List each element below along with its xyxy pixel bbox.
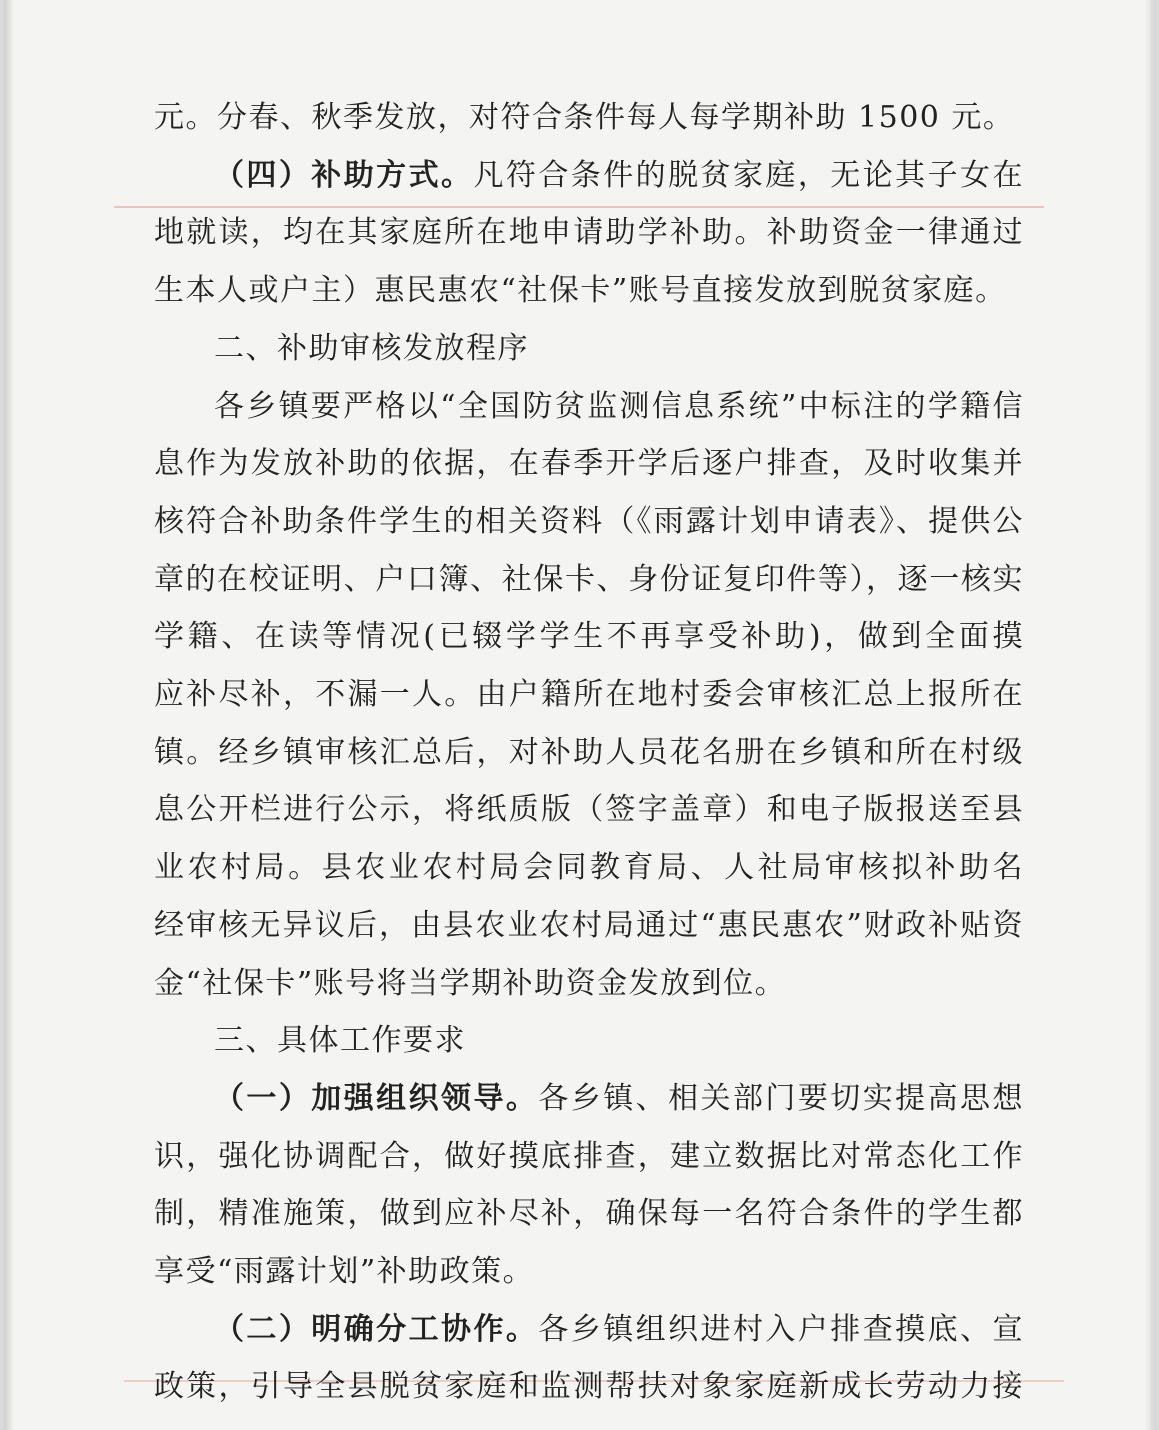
text-line (154, 838, 1024, 898)
text-line (154, 954, 1024, 1014)
page-edge-shadow-right (1145, 0, 1155, 1430)
line-text: 核符合补助条件学生的相关资料（《雨露计划申请表》、提供公 (154, 503, 1024, 539)
line-text: 享受“雨露计划”补助政策。 (154, 1254, 535, 1289)
line-text: 金“社保卡”账号将当学期补助资金发放到位。 (154, 965, 787, 1001)
subsection-title: （四）补助方式。 (214, 157, 474, 193)
line-text: 经审核无异议后，由县农业农村局通过“惠民惠农”财政补贴资 (154, 907, 1024, 943)
text-line (154, 665, 1024, 725)
line-text: 二、补助审核发放程序 (214, 330, 529, 366)
line-text: 各乡镇组织进村入户排查摸底、宣 (538, 1311, 1024, 1347)
text-line (214, 377, 1024, 437)
line-text: 识，强化协调配合，做好摸底排查，建立数据比对常态化工作 (154, 1138, 1024, 1174)
text-line (154, 1242, 1024, 1302)
line-text: 章的在校证明、户口簿、社保卡、身份证复印件等），逐一核实 (154, 561, 1024, 597)
line-text: 地就读，均在其家庭所在地申请助学补助。补助资金一律通过 (154, 215, 1024, 251)
section-heading (214, 1011, 1024, 1071)
text-line (154, 723, 1024, 783)
line-text: 元。分春、秋季发放，对符合条件每人每学期补助 1500 元。 (154, 100, 1015, 135)
text-line (154, 896, 1024, 956)
section-heading (214, 319, 1024, 379)
text-line (214, 1069, 1024, 1129)
document-page (4, 0, 1155, 1430)
text-line (214, 146, 1024, 206)
line-text: 各乡镇、相关部门要切实提高思想 (538, 1080, 1024, 1116)
line-text: 政策，引导全县脱贫家庭和监测帮扶对象家庭新成长劳动力接 (154, 1369, 1024, 1405)
subsection-title: （一）加强组织领导。 (214, 1080, 539, 1116)
text-line (154, 550, 1024, 610)
text-line (154, 1357, 1024, 1417)
line-text: 息作为发放补助的依据，在春季开学后逐户排查，及时收集并 (154, 446, 1024, 482)
text-line (154, 1127, 1024, 1187)
subsection-title: （二）明确分工协作。 (214, 1311, 539, 1347)
page-edge-shadow-left (4, 0, 14, 1430)
line-text: 制，精准施策，做到应补尽补，确保每一名符合条件的学生都 (154, 1196, 1024, 1232)
line-text: 学籍、在读等情况(已辍学学生不再享受补助)，做到全面摸 (154, 619, 1024, 655)
line-text: 镇。经乡镇审核汇总后，对补助人员花名册在乡镇和所在村级 (154, 734, 1024, 770)
text-line (154, 203, 1024, 263)
text-line (214, 1300, 1024, 1360)
line-text: 生本人或户主）惠民惠农“社保卡”账号直接发放到脱贫家庭。 (154, 273, 1007, 309)
line-text: 应补尽补，不漏一人。由户籍所在地村委会审核汇总上报所在 (154, 677, 1024, 712)
text-line (154, 261, 1024, 321)
text-line (154, 780, 1024, 840)
line-text: 息公开栏进行公示，将纸质版（签字盖章）和电子版报送至县 (154, 792, 1024, 828)
text-line (154, 492, 1024, 552)
text-line (154, 88, 1024, 148)
line-text: 凡符合条件的脱贫家庭，无论其子女在 (473, 157, 1024, 193)
text-line (154, 607, 1024, 667)
line-text: 各乡镇要严格以“全国防贫监测信息系统”中标注的学籍信 (214, 388, 1024, 424)
line-text: 三、具体工作要求 (214, 1023, 466, 1059)
text-line (154, 1184, 1024, 1244)
text-line (154, 434, 1024, 494)
line-text: 业农村局。县农业农村局会同教育局、人社局审核拟补助名 (154, 850, 1024, 886)
